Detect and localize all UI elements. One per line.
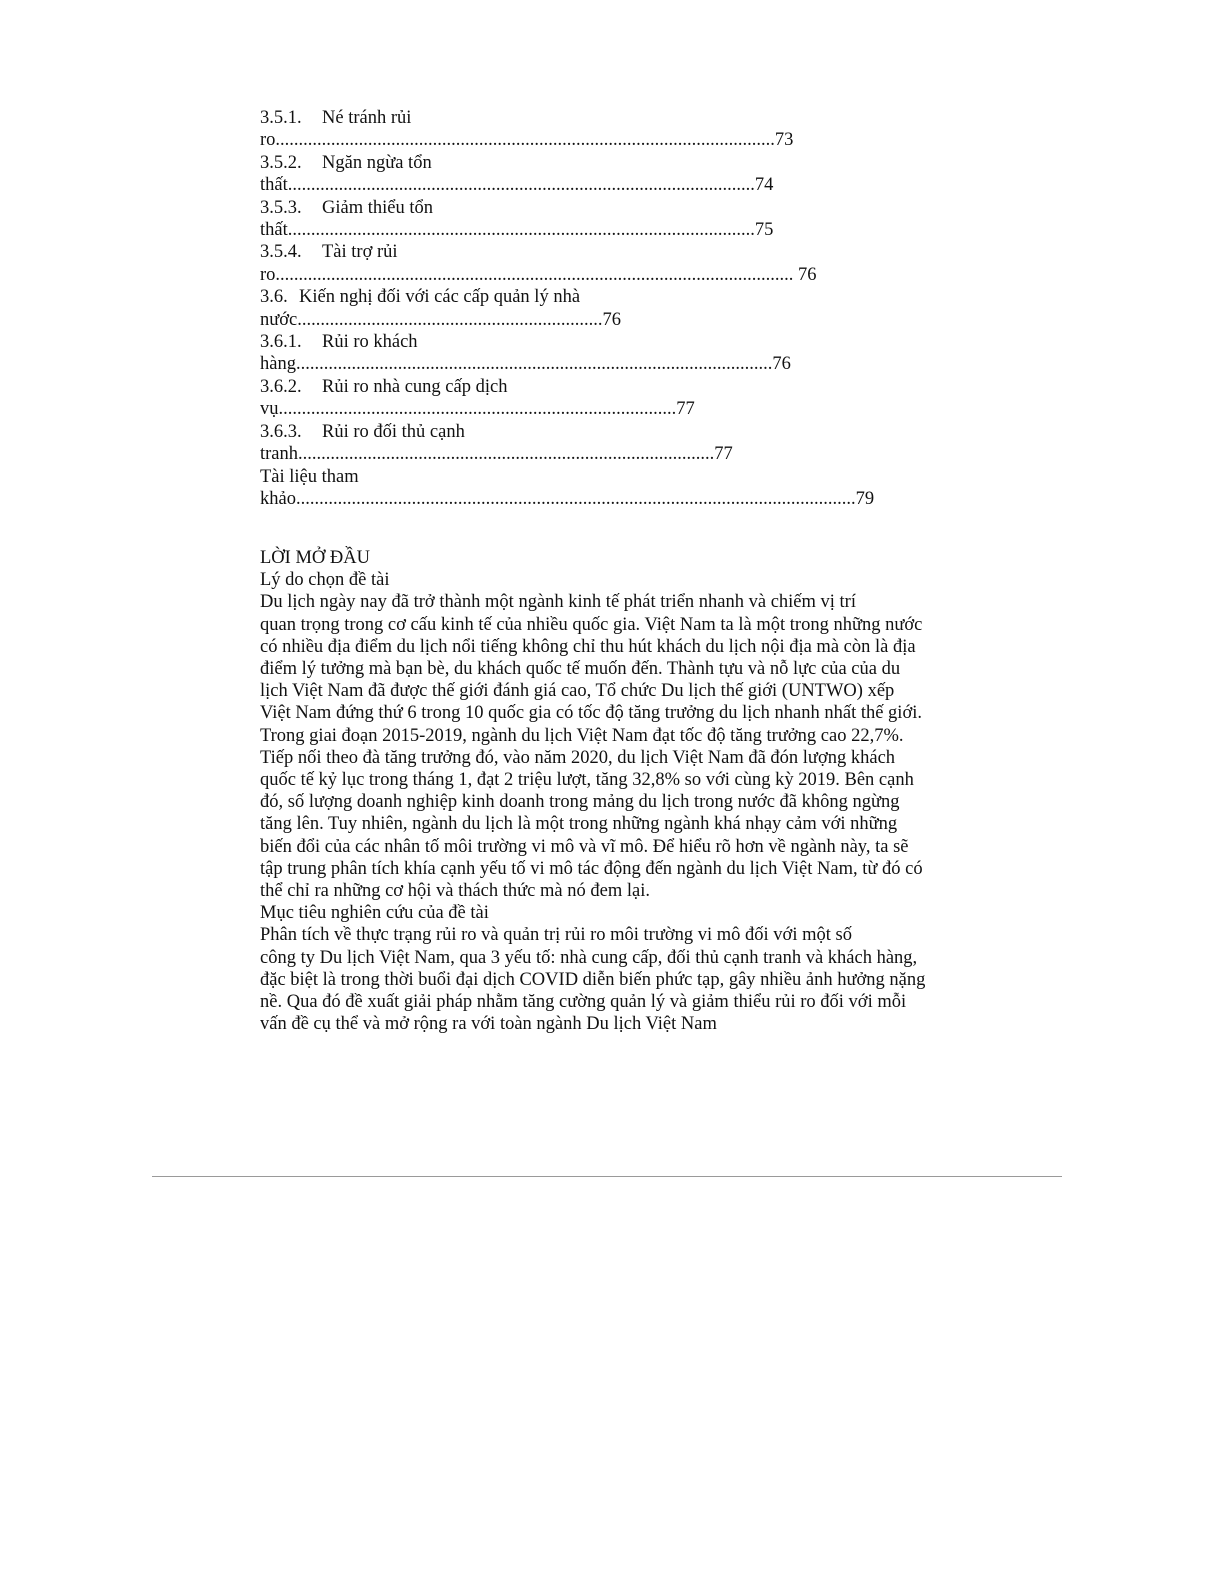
toc-leader: ro............................................................................................................ (260, 130, 775, 151)
table-of-contents (260, 107, 960, 510)
toc-page-number: 75 (754, 220, 774, 241)
text-line: Trong giai đoạn 2015-2019, ngành du lịch Việt Nam đạt tốc độ tăng trưởng cao 22,7%. (260, 725, 904, 746)
toc-entry[interactable] (260, 286, 960, 331)
toc-number: 3.6.2. (260, 376, 302, 397)
toc-page-number: 76 (772, 354, 791, 375)
toc-entry[interactable] (260, 421, 960, 466)
toc-number: 3.5.2. (260, 152, 302, 173)
text-line: có nhiều địa điểm du lịch nổi tiếng không chỉ thu hút khách du lịch nội địa mà còn là địa (260, 636, 916, 657)
text-line: Phân tích về thực trạng rủi ro và quản trị rủi ro môi trường vi mô đối với một số (260, 925, 852, 946)
toc-number: 3.6.1. (260, 332, 302, 353)
toc-page-number: 79 (855, 488, 875, 509)
toc-number: 3.5.1. (260, 108, 302, 128)
toc-page-number: 74 (754, 175, 774, 196)
toc-title: Tài trợ rủi (322, 242, 398, 263)
toc-page-number: 76 (602, 309, 622, 330)
toc-page-number: 76 (793, 264, 817, 285)
toc-leader: vụ...................................................................................... (260, 399, 677, 420)
text-line: điểm lý tưởng mà bạn bè, du khách quốc tế muốn đến. Thành tựu và nỗ lực của của du (260, 659, 901, 680)
paragraph-topic-reason (260, 591, 960, 902)
toc-page-number: 73 (774, 130, 794, 151)
toc-title: Tài liệu tham (260, 466, 359, 487)
toc-number: 3.6. (260, 287, 288, 308)
toc-leader: thất..................................................................................................... (260, 175, 755, 196)
text-line: Việt Nam đứng thứ 6 trong 10 quốc gia có tốc độ tăng trưởng du lịch nhanh nhất thế giới. (260, 703, 922, 724)
toc-title: Né tránh rủi (322, 108, 412, 128)
subheading-research-goal: Mục tiêu nghiên cứu của đề tài (260, 903, 489, 924)
toc-entry[interactable] (260, 376, 960, 421)
toc-title: Rủi ro nhà cung cấp dịch (322, 376, 508, 397)
toc-number: 3.6.3. (260, 421, 302, 442)
toc-number: 3.5.3. (260, 197, 302, 218)
section-heading: LỜI MỞ ĐẦU (260, 548, 370, 568)
introduction-section (260, 547, 960, 1035)
text-line: tăng lên. Tuy nhiên, ngành du lịch là một trong những ngành khá nhạy cảm với những (260, 814, 898, 835)
toc-leader: khảo......................................................................................................................... (260, 488, 856, 509)
toc-entry[interactable] (260, 331, 960, 376)
text-line: đó, số lượng doanh nghiệp kinh doanh trong mảng du lịch trong nước đã không ngừng (260, 792, 900, 813)
toc-leader: ro................................................................................................................ (260, 264, 794, 285)
text-line: nề. Qua đó đề xuất giải pháp nhằm tăng cường quản lý và giảm thiểu rủi ro đối với mỗi (260, 992, 907, 1013)
toc-number: 3.5.4. (260, 242, 302, 263)
text-line: quốc tế kỷ lục trong tháng 1, đạt 2 triệu lượt, tăng 32,8% so với cùng kỳ 2019. Bên cạnh (260, 770, 914, 791)
toc-leader: nước.................................................................. (260, 309, 603, 330)
toc-entry[interactable] (260, 197, 960, 242)
toc-entry[interactable] (260, 107, 960, 152)
toc-title: Kiến nghị đối với các cấp quản lý nhà (299, 287, 581, 308)
text-line: quan trọng trong cơ cấu kinh tế của nhiều quốc gia. Việt Nam ta là một trong những nước (260, 614, 923, 635)
text-line: đặc biệt là trong thời buổi đại dịch COVID diễn biến phức tạp, gây nhiều ảnh hưởng nặng (260, 969, 926, 990)
subheading-topic-reason: Lý do chọn đề tài (260, 570, 390, 591)
toc-entry[interactable] (260, 152, 960, 197)
text-line: vấn đề cụ thể và mở rộng ra với toàn ngành Du lịch Việt Nam (260, 1014, 717, 1035)
toc-title: Giảm thiểu tổn (322, 197, 433, 218)
text-line: Tiếp nối theo đà tăng trưởng đó, vào năm 2020, du lịch Việt Nam đã đón lượng khách (260, 747, 896, 768)
text-line: tập trung phân tích khía cạnh yếu tố vi mô tác động đến ngành du lịch Việt Nam, từ đó có (260, 858, 923, 879)
text-line: công ty Du lịch Việt Nam, qua 3 yếu tố: nhà cung cấp, đối thủ cạnh tranh và khách hàng, (260, 947, 918, 968)
toc-entry[interactable] (260, 241, 960, 286)
text-line: biến đổi của các nhân tố môi trường vi mô và vĩ mô. Để hiểu rõ hơn về ngành này, ta sẽ (260, 836, 909, 857)
page-break-divider (152, 1176, 1062, 1177)
toc-title: Ngăn ngừa tổn (322, 152, 432, 173)
toc-leader: tranh.......................................................................................... (260, 444, 715, 465)
toc-title: Rủi ro khách (322, 332, 418, 353)
toc-title: Rủi ro đối thủ cạnh (322, 421, 465, 442)
text-line: Du lịch ngày nay đã trở thành một ngành kinh tế phát triển nhanh và chiếm vị trí (260, 592, 856, 613)
toc-leader: hàng....................................................................................................... (260, 354, 773, 375)
toc-page-number: 77 (714, 444, 733, 465)
text-line: thể chỉ ra những cơ hội và thách thức mà nó đem lại. (260, 881, 650, 902)
toc-page-number: 77 (676, 399, 695, 420)
toc-entry[interactable] (260, 466, 960, 511)
paragraph-research-goal (260, 924, 960, 1035)
toc-leader: thất..................................................................................................... (260, 220, 755, 241)
text-line: lịch Việt Nam đã được thế giới đánh giá cao, Tổ chức Du lịch thế giới (UNTWO) xếp (260, 681, 895, 702)
